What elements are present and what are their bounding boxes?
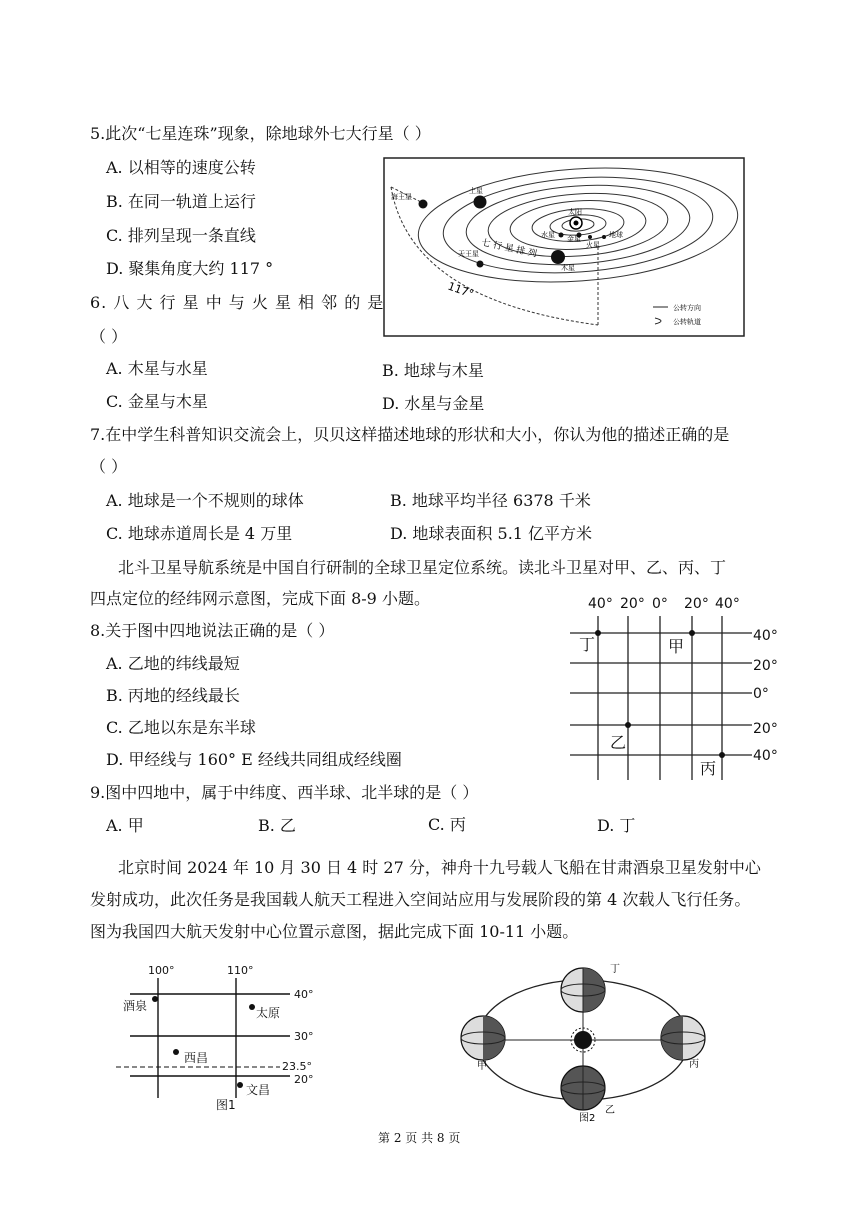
svg-text:土星: 土星 [469,187,483,195]
svg-text:西昌: 西昌 [184,1051,209,1065]
passage-10-11-line3: 图为我国四大航天发射中心位置示意图，据此完成下面 10-11 小题。 [90,922,579,941]
q8-option-a: A. 乙地的纬线最短 [106,654,240,673]
solar-system-figure [383,157,745,337]
q6-option-c: C. 金星与木星 [106,392,208,411]
lat-lon-grid-figure [570,590,790,785]
q8-option-d: D. 甲经线与 160° E 经线共同组成经线圈 [106,750,402,769]
svg-text:海王星: 海王星 [391,193,412,201]
svg-text:公转方向: 公转方向 [673,304,701,312]
svg-text:木星: 木星 [561,264,575,272]
svg-text:20°: 20° [753,658,778,674]
svg-text:图1: 图1 [216,1098,236,1112]
q9-option-b: B. 乙 [258,816,296,835]
svg-text:甲: 甲 [668,637,685,656]
q7-stem: 7.在中学生科普知识交流会上，贝贝这样描述地球的形状和大小，你认为他的描述正确的是 [90,425,730,444]
q7-option-c: C. 地球赤道周长是 4 万里 [106,524,293,543]
svg-text:117°: 117° [445,279,476,301]
svg-text:20°: 20° [684,596,709,612]
svg-text:地球: 地球 [609,231,623,239]
svg-text:40°: 40° [294,988,314,1001]
q9-option-a: A. 甲 [106,816,144,835]
svg-text:丙: 丙 [700,759,717,778]
svg-text:水星: 水星 [541,231,555,239]
svg-text:乙: 乙 [605,1105,615,1116]
q7-option-d: D. 地球表面积 5.1 亿平方米 [390,524,593,543]
q7-option-a: A. 地球是一个不规则的球体 [106,491,304,510]
svg-text:100°: 100° [148,964,175,977]
q9-option-d: D. 丁 [597,816,636,835]
q6-option-d: D. 水星与金星 [382,394,485,413]
svg-text:酒泉: 酒泉 [123,999,148,1013]
svg-text:40°: 40° [588,596,613,612]
q6-option-a: A. 木星与水星 [106,359,208,378]
svg-text:七 行 星 排 列: 七 行 星 排 列 [480,238,538,260]
earth-orbit-figure [455,955,715,1125]
q5-option-a: A. 以相等的速度公转 [106,158,256,177]
svg-text:丁: 丁 [610,964,620,975]
svg-text:0°: 0° [652,596,668,612]
svg-text:40°: 40° [715,596,740,612]
sun-label: 太阳 [568,208,582,216]
q9-option-c: C. 丙 [428,815,466,834]
passage-8-9-line1: 北斗卫星导航系统是中国自行研制的全球卫星定位系统。读北斗卫星对甲、乙、丙、丁 [118,558,727,577]
passage-8-9-line2: 四点定位的经纬网示意图，完成下面 8-9 小题。 [90,589,430,608]
q8-option-c: C. 乙地以东是东半球 [106,718,256,737]
svg-text:0°: 0° [753,686,769,702]
svg-text:20°: 20° [620,596,645,612]
q9-stem: 9.图中四地中，属于中纬度、西半球、北半球的是（ ） [90,783,479,802]
q6-stem: 6. 八 大 行 星 中 与 火 星 相 邻 的 是 [90,293,385,312]
svg-text:丙: 丙 [689,1059,699,1070]
q7-option-b: B. 地球平均半径 6378 千米 [390,491,591,510]
svg-text:天王星: 天王星 [458,250,479,258]
q6-paren: （ ） [90,327,128,346]
svg-text:丁: 丁 [579,635,596,654]
q5-stem: 5.此次“七星连珠”现象，除地球外七大行星（ ） [90,124,431,143]
page-footer: 第 2 页 共 8 页 [378,1131,461,1145]
svg-text:23.5°: 23.5° [282,1060,312,1073]
svg-text:110°: 110° [227,964,254,977]
q8-option-b: B. 丙地的经线最长 [106,686,240,705]
svg-text:太原: 太原 [256,1006,281,1020]
svg-text:20°: 20° [753,721,778,737]
svg-text:40°: 40° [753,748,778,764]
q6-option-b: B. 地球与木星 [382,361,484,380]
passage-10-11-line2: 发射成功，此次任务是我国载人航天工程进入空间站应用与发展阶段的第 4 次载人飞行任务。 [90,890,751,909]
svg-text:火星: 火星 [586,241,600,249]
q8-stem: 8.关于图中四地说法正确的是（ ） [90,621,335,640]
q5-option-d: D. 聚集角度大约 117 ° [106,259,274,278]
svg-text:40°: 40° [753,628,778,644]
svg-text:20°: 20° [294,1073,314,1086]
svg-text:30°: 30° [294,1030,314,1043]
q7-paren: （ ） [90,457,128,476]
passage-10-11-line1: 北京时间 2024 年 10 月 30 日 4 时 27 分，神舟十九号载人飞船在甘肃酒泉卫星发射中心 [118,858,761,877]
launch-sites-map [110,958,330,1118]
svg-text:图2: 图2 [579,1113,596,1124]
svg-text:文昌: 文昌 [246,1083,271,1097]
svg-text:甲: 甲 [477,1061,487,1072]
q5-option-c: C. 排列呈现一条直线 [106,226,256,245]
svg-text:乙: 乙 [610,733,627,752]
svg-text:公转轨道: 公转轨道 [673,318,701,326]
svg-text:金星: 金星 [567,235,581,243]
q5-option-b: B. 在同一轨道上运行 [106,192,256,211]
